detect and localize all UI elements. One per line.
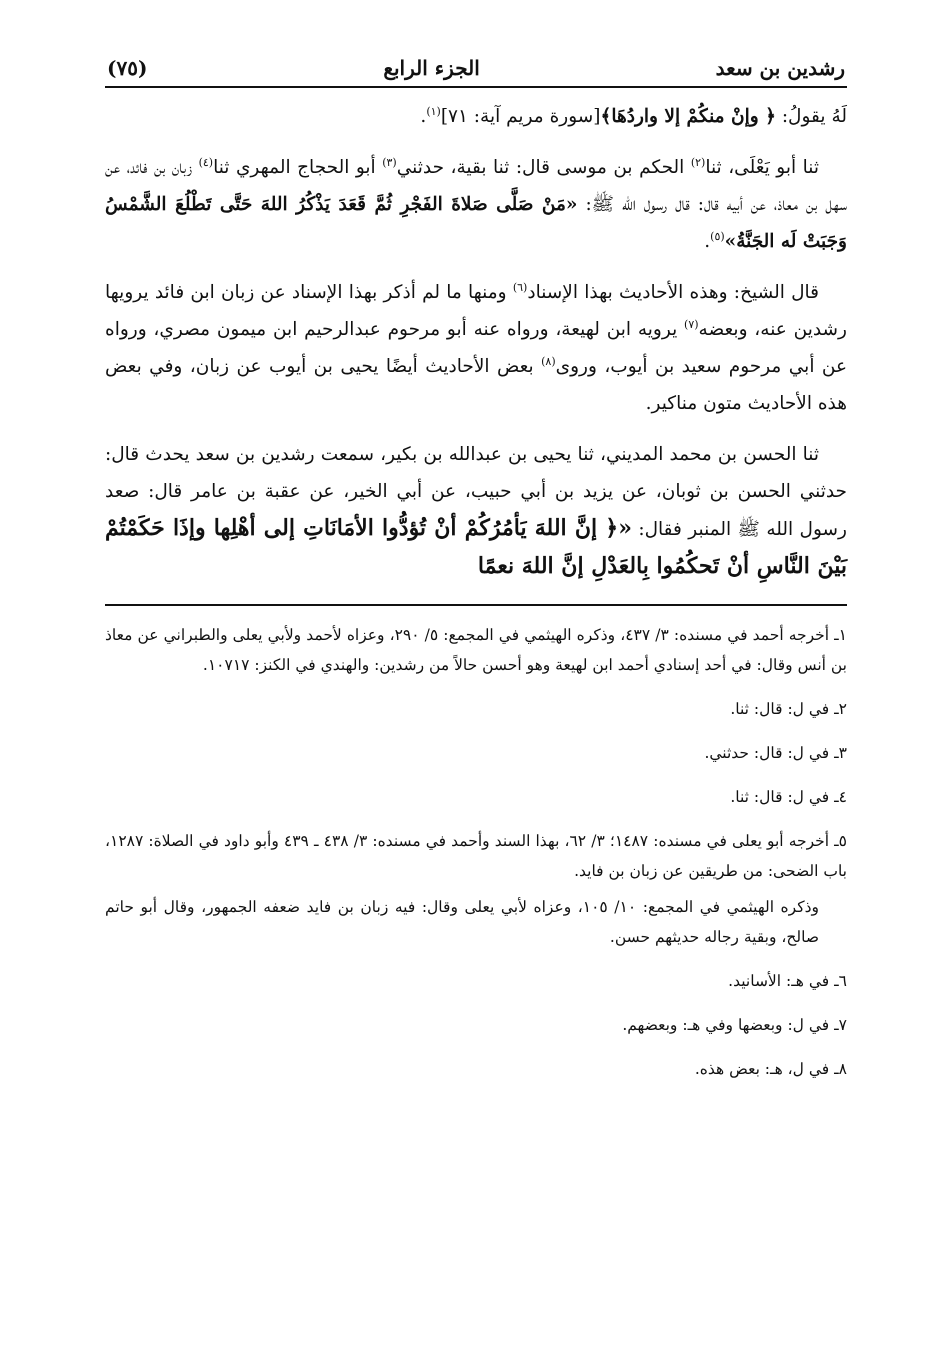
text-run: أبو الحجاج المهري ثنا [213, 157, 383, 178]
text-run: . [420, 106, 427, 127]
quran-verse: «﴿ إنَّ اللهَ يَأمُرُكُمْ أنْ تُؤدُّوا الأمَانَاتِ إلى أهْلِها وإذَا حَكَمْتُمْ بَيْنَ النَّاسِ أنْ تَحكُمُوا بِالعَدْلِ إنَّ اللهَ نعمًا [105, 515, 847, 579]
text-run: ومنها ما لم أذكر بهذا الإسناد عن زبان ابن فائد يرويها رشدين عنه، وبعضه [105, 282, 847, 340]
footnote-marker: (٨) [541, 354, 556, 368]
text-run: . [704, 231, 711, 252]
header-divider [105, 86, 847, 88]
paragraph-3 [105, 274, 847, 422]
footnote-6: ٦ـ في هـ: الأسانيد. [728, 972, 847, 990]
part-title: الجزء الرابع [383, 56, 480, 80]
text-run: زبان بن فائد، عن سهل بن معاذ، عن أبيه قال: قال رسول الله ﷺ: [105, 157, 847, 215]
book-page [105, 36, 847, 1337]
footnote-marker: (٥) [710, 229, 725, 243]
paragraph-1 [105, 98, 847, 135]
footnote-4: ٤ـ في ل: قال: ثنا. [730, 788, 847, 806]
footnote-marker: (٤) [198, 155, 214, 169]
quran-verse: ﴿ وإنْ منكُمْ إلا واردُهَا﴾ [600, 106, 776, 127]
footnotes [105, 620, 847, 1084]
page-number: (٧٥) [107, 56, 148, 80]
footnote-marker: (١) [426, 104, 441, 118]
footnote-marker: (٣) [382, 155, 397, 169]
text-run: بعض الأحاديث أيضًا يحيى بن أيوب عن زبان، وفي بعض هذه الأحاديث متون مناكير. [105, 356, 847, 414]
footnote-7: ٧ـ في ل: وبعضها وفي هـ: وبعضهم. [622, 1016, 847, 1034]
footnote-marker: (٦) [512, 280, 528, 294]
footnote-divider [105, 604, 847, 606]
page-header [105, 36, 847, 80]
footnote-2: ٢ـ في ل: قال: ثنا. [730, 700, 847, 718]
footnote-marker: (٢) [690, 155, 706, 169]
hadith-text: «مَنْ صَلَّى صَلاةَ الفَجْرِ ثُمَّ قَعَدَ يَذْكُرُ اللهَ حَتَّى تَطْلُعَ الشَّمْسُ وَجَبَتْ لَه الجَنَّةُ» [105, 194, 847, 252]
footnote-1: ١ـ أخرجه أحمد في مسنده: ٣/ ٤٣٧، وذكره الهيثمي في المجمع: ٥/ ٢٩٠، وعزاه لأحمد ولأبي يعلى والطبراني عن معاذ بن أنس وقال: في أحد إسنادي أحمد ابن لهيعة وهو أحسن حالاً من رشدين: والهندي في الكنز: ١٠٧١٧. [105, 626, 847, 674]
text-run: ثنا الحسن بن محمد المديني، ثنا يحيى بن عبدالله بن بكير، سمعت رشدين بن سعد يحدث قال: حدثني الحسن بن ثوبان، عن يزيد بن أبي حبيب، عن أبي الخير، عن عقبة بن عامر قال: صعد رسول الله ﷺ المنبر فقال: [105, 444, 847, 540]
text-run: الحكم بن موسى قال: ثنا بقية، حدثني [396, 157, 691, 178]
text-run: ثنا أبو يَعْلَى، ثنا [705, 157, 819, 178]
footnote-5: ٥ـ أخرجه أبو يعلى في مسنده: ١٤٨٧؛ ٣/ ٦٢، بهذا السند وأحمد في مسنده: ٣/ ٤٣٨ ـ ٤٣٩ وأبو داود في الصلاة: ١٢٨٧، باب الضحى: من طريقين عن زبان بن فايد. [105, 832, 847, 880]
paragraph-4 [105, 436, 847, 586]
footnote-3: ٣ـ في ل: قال: حدثني. [704, 744, 847, 762]
footnote-8: ٨ـ في ل، هـ: بعض هذه. [694, 1060, 847, 1078]
footnote-marker: (٧) [684, 317, 699, 331]
verse-reference: [سورة مريم آية: ٧١] [440, 106, 601, 127]
book-title: رشدين بن سعد [715, 56, 845, 80]
text-run: قال الشيخ: وهذه الأحاديث بهذا الإسناد [527, 282, 819, 303]
footnote-5-continued: وذكره الهيثمي في المجمع: ١٠/ ١٠٥، وعزاه لأبي يعلى وقال: فيه زبان بن فايد ضعفه الجمهور، وقال أبو حاتم صالح، وبقية رجاله حديثهم حسن. [105, 898, 819, 946]
main-text [105, 98, 847, 586]
text-run: لَهُ يقولُ: [775, 106, 847, 127]
paragraph-2 [105, 149, 847, 260]
text-run: يرويه ابن لهيعة، ورواه عنه أبو مرحوم عبدالرحيم ابن ميمون مصري، ورواه عن أبي مرحوم سعيد بن أيوب، وروى [105, 319, 848, 377]
